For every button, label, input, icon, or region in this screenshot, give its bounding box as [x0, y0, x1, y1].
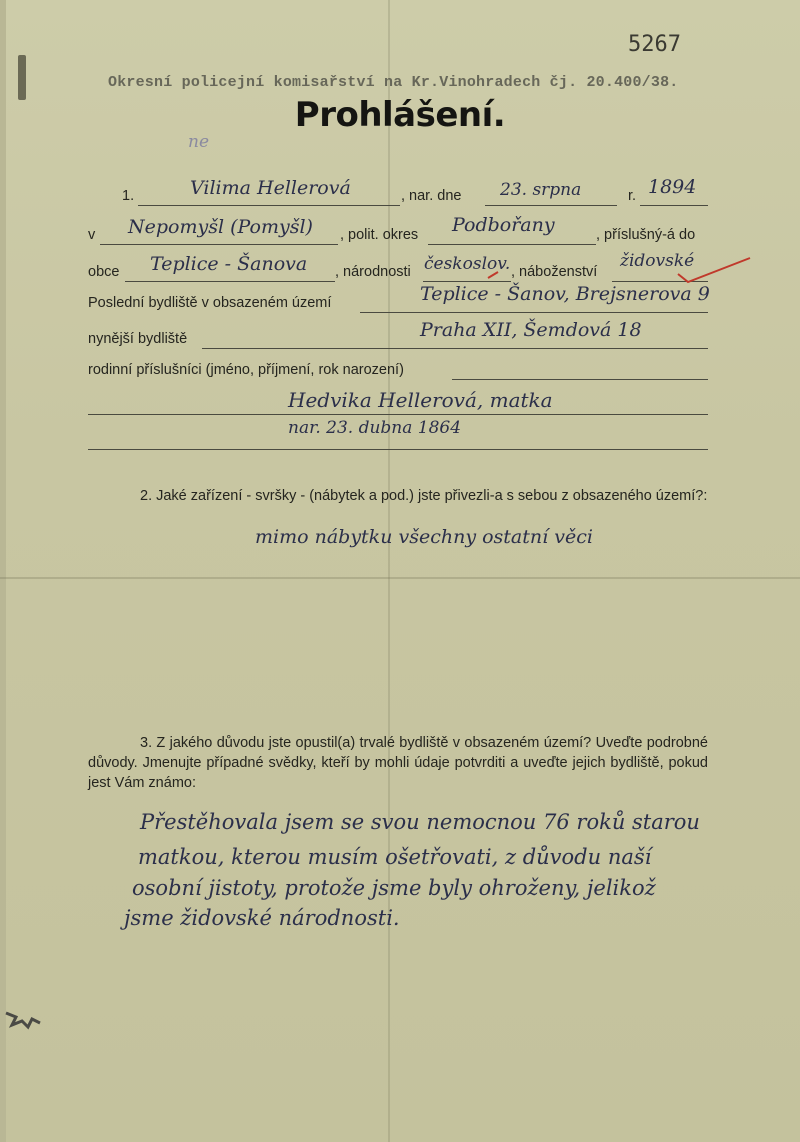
family-member-name: Hedvika Hellerová, matka [288, 388, 553, 412]
section3-answer-line-1: Přestěhovala jsem se svou nemocnou 76 roků starou [140, 810, 700, 834]
town-value: Teplice - Šanova [150, 253, 308, 275]
section3-question: 3. Z jakého důvodu jste opustil(a) trvalé bydliště v obsazeném území? Uveďte podrobné důvody. Jmenujte případné svědky, kteří by mohli údaje potvrditi a uveďte jejich bydliště, pokud jest Vám známo: [88, 735, 708, 791]
section3-answer-line-4: jsme židovské národnosti. [124, 906, 400, 930]
last-residence-line [360, 312, 708, 313]
birth-place-value: Nepomyšl (Pomyšl) [128, 216, 313, 238]
current-residence-label: nynější bydliště [88, 331, 188, 347]
last-residence-label: Poslední bydliště v obsazeném území [88, 295, 332, 311]
place-label: v [88, 227, 96, 243]
town-label: obce [88, 264, 120, 280]
margin-note: ne [188, 132, 210, 152]
town-line [125, 281, 335, 282]
belongs-label: , příslušný-á do [596, 227, 696, 243]
current-residence-line [202, 348, 708, 349]
district-value: Podbořany [452, 214, 555, 236]
family-label: rodinní příslušníci (jméno, příjmení, rok narození) [88, 362, 404, 378]
section1-number: 1. [122, 188, 135, 204]
birth-year-value: 1894 [648, 176, 697, 198]
fold-crease-vertical [388, 0, 390, 1142]
religion-value: židovské [620, 251, 695, 271]
paper-tear [18, 55, 26, 100]
section2-question: 2. Jaké zařízení - svršky - (nábytek a pod.) jste přivezli-a s sebou z obsazeného území?: [140, 488, 708, 504]
last-residence-value: Teplice - Šanov, Brejsnerova 9 [420, 283, 710, 305]
name-value: Vilima Hellerová [190, 177, 351, 199]
document-title: Prohlášení. [294, 95, 506, 135]
year-label: r. [628, 188, 637, 204]
name-line [138, 205, 400, 206]
page-edge [0, 0, 6, 1142]
place-line [100, 244, 338, 245]
current-residence-value: Praha XII, Šemdová 18 [420, 319, 642, 341]
section3-answer-line-3: osobní jistoty, protože jsme byly ohroženy, jelikož [132, 876, 656, 900]
family-line-1 [452, 379, 708, 380]
nationality-value: českoslov. [424, 254, 511, 274]
section3-answer-line-2: matkou, kterou musím ošetřovati, z důvodu naší [138, 845, 652, 869]
family-line-3 [88, 449, 708, 450]
office-stamp: Okresní policejní komisařství na Kr.Vinohradech čj. 20.400/38. [108, 74, 679, 91]
religion-label: , náboženství [511, 264, 598, 280]
section2-answer: mimo nábytku všechny ostatní věci [255, 526, 593, 548]
family-member-birth: nar. 23. dubna 1864 [288, 418, 462, 438]
district-label: , polit. okres [340, 227, 419, 243]
nationality-label: , národnosti [335, 264, 411, 280]
document-number: 5267 [628, 32, 681, 57]
birth-date-label: , nar. dne [401, 188, 462, 204]
year-line [640, 205, 708, 206]
fold-crease-horizontal [0, 577, 800, 579]
family-line-2 [88, 414, 708, 415]
birth-date-line [485, 205, 617, 206]
ink-smudge [2, 1005, 42, 1035]
district-line [428, 244, 596, 245]
birth-date-value: 23. srpna [500, 180, 582, 200]
